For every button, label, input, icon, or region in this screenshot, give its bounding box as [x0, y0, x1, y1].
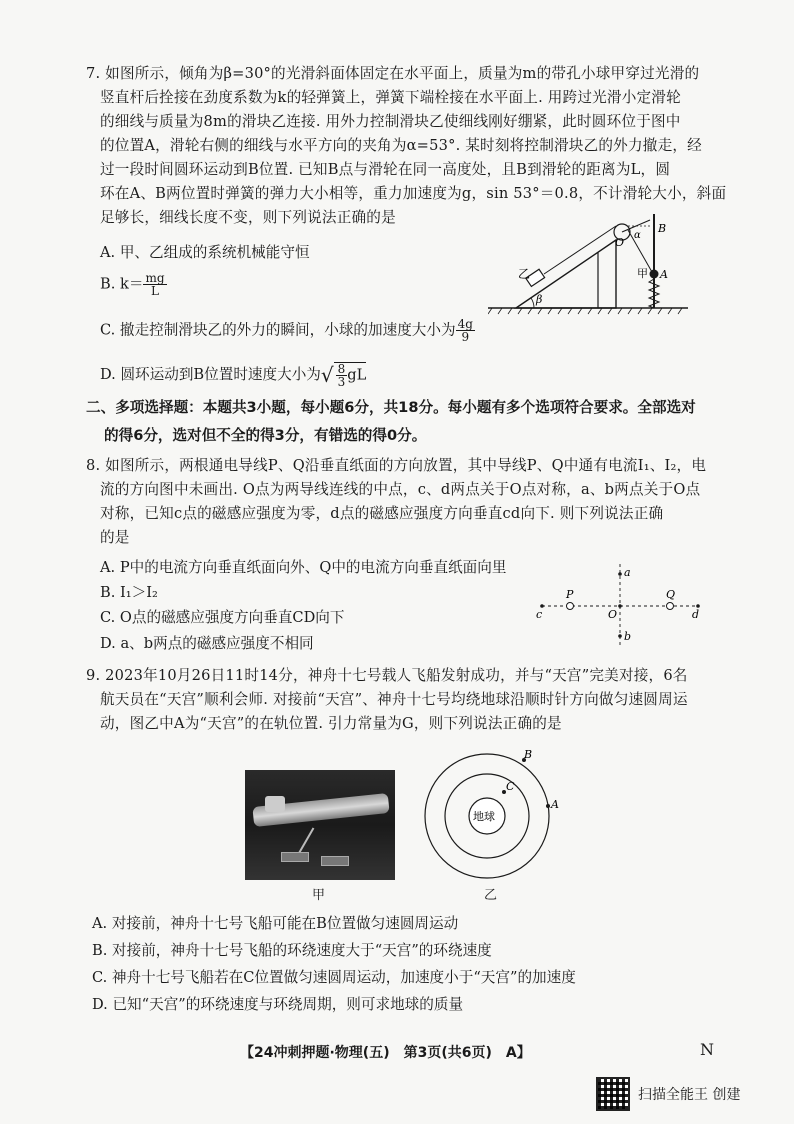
q7-option-b-fraction — [143, 272, 166, 297]
position-a-dot — [546, 804, 550, 808]
space-station-photo — [245, 770, 395, 880]
q7-option-d-radicand — [334, 362, 367, 388]
label-b: B — [658, 222, 667, 235]
q8-option-b: B. I₁＞I₂ — [100, 584, 158, 601]
q9-option-c: C. 神舟十七号飞船若在C位置做匀速圆周运动，加速度小于“天宫”的加速度 — [92, 969, 576, 986]
label-p: P — [566, 588, 574, 601]
ring-jia-icon — [650, 270, 659, 279]
q8-line-2: 流的方向图中未画出. O点为两导线连线的中点，c、d两点关于O点对称，a、b两点关于O点 — [100, 481, 701, 498]
label-jia: 甲 — [637, 267, 648, 280]
label-d-point: d — [692, 608, 700, 621]
orbit-caption-yi: 乙 — [484, 888, 498, 903]
label-beta: β — [536, 293, 543, 306]
ground-hatch — [488, 308, 682, 314]
q9-line-2: 航天员在“天宫”顺利会师. 对接前“天宫”、神舟十七号均绕地球沿顺时针方向做匀速圆周运 — [100, 691, 688, 708]
q7-option-d-fraction — [336, 363, 348, 388]
label-b-orbit: B — [524, 748, 533, 761]
q8-line-4: 的是 — [100, 529, 130, 546]
q7-option-c-prefix: C. 撤走控制滑块乙的外力的瞬间，小球的加速度大小为 — [100, 321, 456, 339]
label-c-point: c — [536, 608, 543, 621]
wire-q-icon — [667, 603, 674, 610]
q7-option-a: A. 甲、乙组成的系统机械能守恒 — [100, 244, 310, 261]
q7-option-b-prefix: B. k＝ — [100, 275, 144, 293]
label-b-point: b — [624, 630, 632, 643]
q7-option-b — [100, 272, 167, 297]
solar-panel-left-icon — [281, 852, 309, 862]
point-o — [618, 604, 622, 608]
question-7-stem — [86, 62, 726, 230]
label-a: A — [660, 268, 668, 281]
q7-line-6: 环在A、B两位置时弹簧的弹力大小相等，重力加速度为g，sin 53°＝0.8，不计滑轮大小，斜面 — [100, 185, 727, 202]
sqrt-sign-icon: √ — [320, 363, 334, 387]
q8-option-d: D. a、b两点的磁感应强度不相同 — [100, 635, 314, 652]
corner-mark: N — [700, 1040, 714, 1059]
q7-option-b-denominator: L — [151, 284, 159, 298]
question-9-stem — [86, 664, 688, 736]
q8-option-c: C. O点的磁感应强度方向垂直CD向下 — [100, 609, 345, 626]
scanner-text: 扫描全能王 创建 — [638, 1087, 741, 1103]
question-8-stem — [86, 454, 706, 550]
label-earth: 地球 — [473, 810, 495, 823]
q9-option-d: D. 已知“天宫”的环绕速度与环绕周期，则可求地球的质量 — [92, 996, 464, 1013]
q7-option-d-numerator: 8 — [337, 362, 346, 376]
station-node-icon — [265, 796, 285, 812]
q7-option-c-denominator: 9 — [461, 330, 470, 344]
q7-option-d-denominator: 3 — [337, 375, 346, 389]
q9-line-1: 9. 2023年10月26日11时14分，神舟十七号载人飞船发射成功，并与“天宫”完美对接，6名 — [86, 667, 688, 684]
q7-option-d — [100, 362, 366, 388]
q7-option-c — [100, 318, 475, 343]
q8-line-3: 对称，已知c点的磁感应强度为零，d点的磁感应强度方向垂直cd向下. 则下列说法正确 — [100, 505, 664, 522]
label-q: Q — [666, 588, 676, 601]
point-a — [618, 572, 622, 576]
label-o-point: O — [608, 608, 618, 621]
q7-option-b-numerator: mg — [145, 271, 165, 285]
label-a-point: a — [624, 566, 631, 579]
label-c-orbit: C — [506, 780, 515, 793]
q7-line-7: 足够长，细线长度不变，则下列说法正确的是 — [100, 209, 396, 226]
qr-code-icon — [596, 1077, 630, 1111]
q7-line-4: 的位置A，滑轮右侧的细线与水平方向的夹角为α=53°. 某时刻将控制滑块乙的外力撤走，经 — [100, 137, 702, 154]
label-o: O — [615, 236, 625, 249]
q7-line-3: 的细线与质量为8m的滑块乙连接. 用外力控制滑块乙使细线刚好绷紧，此时圆环位于图中 — [100, 113, 681, 130]
q7-option-c-fraction — [456, 318, 475, 343]
q8-wires-figure — [536, 560, 706, 650]
label-alpha: α — [634, 230, 641, 241]
section-2-heading-line-1: 二、多项选择题：本题共3小题，每小题6分，共18分。每小题有多个选项符合要求。全部选对 — [86, 399, 696, 416]
orbit-figure — [420, 746, 570, 888]
solar-panel-right-icon — [321, 856, 349, 866]
q8-line-1: 8. 如图所示，两根通电导线P、Q沿垂直纸面的方向放置，其中导线P、Q中通有电流I₁、I₂，电 — [86, 457, 707, 474]
page-footer: 【24冲刺押题·物理(五) 第3页(共6页) A】 — [240, 1045, 531, 1061]
wire-p-icon — [567, 603, 574, 610]
scanner-watermark — [596, 1077, 740, 1111]
q7-option-d-prefix: D. 圆环运动到B位置时速度大小为 — [100, 366, 321, 383]
q7-option-c-numerator: 4g — [457, 317, 473, 331]
label-a-orbit: A — [551, 798, 559, 811]
beta-arc — [531, 298, 534, 308]
q7-line-5: 过一段时间圆环运动到B位置. 已知B点与滑轮在同一高度处，且B到滑轮的距离为L，圆 — [100, 161, 671, 178]
q7-line-2: 竖直杆后拴接在劲度系数为k的轻弹簧上，弹簧下端栓接在水平面上. 用跨过光滑小定滑轮 — [100, 89, 681, 106]
photo-caption-jia: 甲 — [312, 888, 326, 903]
section-2-heading-line-2: 的得6分，选对但不全的得3分，有错选的得0分。 — [104, 427, 427, 444]
q9-option-b: B. 对接前，神舟十七号飞船的环绕速度大于“天宫”的环绕速度 — [92, 942, 492, 959]
q8-option-a: A. P中的电流方向垂直纸面向外、Q中的电流方向垂直纸面向里 — [100, 559, 507, 576]
q9-line-3: 动，图乙中A为“天宫”的在轨位置. 引力常量为G，则下列说法正确的是 — [100, 715, 562, 732]
solar-panel-arm-icon — [298, 828, 315, 855]
point-b — [618, 634, 622, 638]
q9-option-a: A. 对接前，神舟十七号飞船可能在B位置做匀速圆周运动 — [92, 915, 459, 932]
q7-line-1: 7. 如图所示，倾角为β=30°的光滑斜面体固定在水平面上，质量为m的带孔小球甲穿过光滑的 — [86, 65, 700, 82]
label-yi: 乙 — [518, 267, 531, 281]
q7-option-d-suffix: gL — [347, 366, 367, 384]
string-left — [544, 226, 616, 274]
q7-incline-figure — [488, 210, 688, 320]
